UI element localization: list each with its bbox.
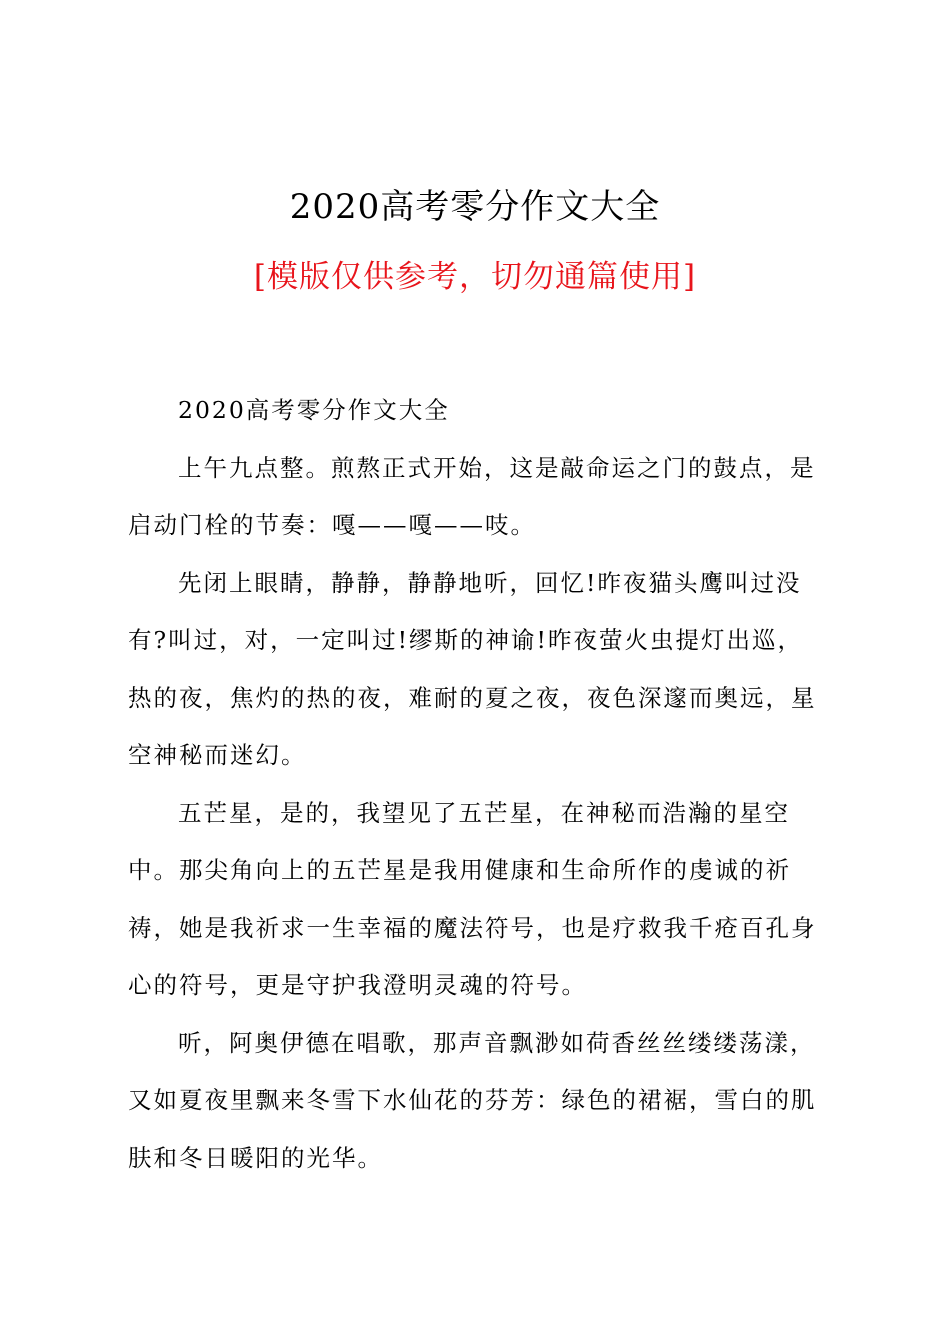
document-title: 2020高考零分作文大全 [289, 187, 661, 227]
essay-paragraph: 上午九点整。煎熬正式开始，这是敲命运之门的鼓点，是启动门栓的节奏：嘎——嘎——吱。 [128, 453, 816, 539]
template-notice: [模版仅供参考，切勿通篇使用] [253, 259, 697, 295]
essay-paragraph: 听，阿奥伊德在唱歌，那声音飘渺如荷香丝丝缕缕荡漾，又如夏夜里飘来冬雪下水仙花的芬芳：绿色的裙裾，雪白的肌肤和冬日暖阳的光华。 [128, 1028, 817, 1172]
essay-paragraph: 五芒星，是的，我望见了五芒星，在神秘而浩瀚的星空中。那尖角向上的五芒星是我用健康和生命所作的虔诚的祈祷，她是我祈求一生幸福的魔法符号，也是疗救我千疮百孔身心的符号，更是守护我澄明灵魂的符号。 [128, 798, 817, 999]
essay-subtitle: 2020高考零分作文大全 [178, 396, 450, 424]
essay-body [128, 382, 828, 1187]
essay-paragraph: 先闭上眼睛，静静，静静地听，回忆!昨夜猫头鹰叫过没有?叫过，对，一定叫过!缪斯的神谕!昨夜萤火虫提灯出巡，热的夜，焦灼的热的夜，难耐的夏之夜，夜色深邃而奥远，星空神秘而迷幻。 [128, 568, 817, 769]
